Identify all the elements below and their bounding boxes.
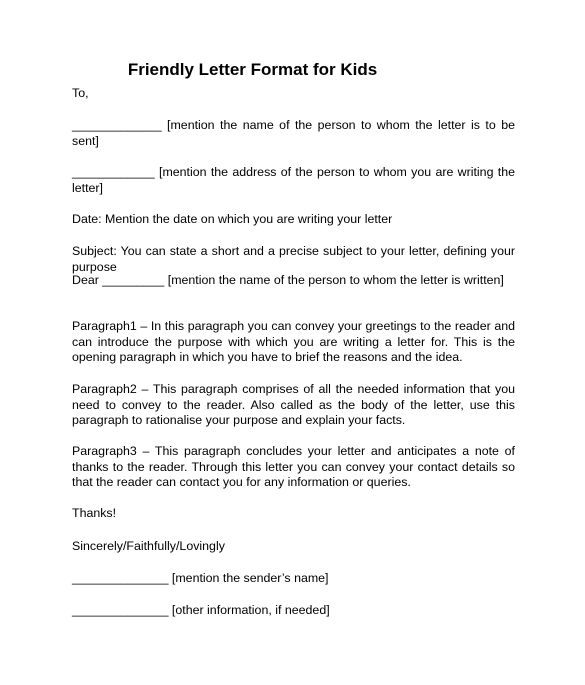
salutation-to: To, [72,86,89,100]
recipient-address-line: ____________ [mention the address of the person to whom you are writing the letter] [72,165,515,195]
other-info-line: ______________ [other information, if needed] [72,603,330,617]
dear-line: Dear _________ [mention the name of the person to whom the letter is written] [72,273,504,287]
thanks-line: Thanks! [72,506,117,520]
closing-line: Sincerely/Faithfully/Lovingly [72,539,225,553]
sender-name-line: ______________ [mention the sender’s name] [72,571,329,585]
paragraph-2: Paragraph2 – This paragraph comprises of all the needed information that you need to convey to the reader. Also called as the body of the letter, use this paragraph to rationalise your purpose and explain your facts. [72,382,515,427]
date-line: Date: Mention the date on which you are writing your letter [72,212,393,226]
paragraph-1: Paragraph1 – In this paragraph you can convey your greetings to the reader and can introduce the purpose with which you are writing a letter for. This is the opening paragraph in which you have to brief the reasons and the idea. [72,319,515,364]
document-title: Friendly Letter Format for Kids [127,60,378,79]
subject-line: Subject: You can state a short and a precise subject to your letter, defining your purpose [72,244,515,274]
recipient-name-line: _____________ [mention the name of the person to whom the letter is to be sent] [72,118,515,148]
paragraph-3: Paragraph3 – This paragraph concludes your letter and anticipates a note of thanks to the reader. Through this letter you can convey your contact details so that the reader can contact you for any information or queries. [72,444,515,489]
